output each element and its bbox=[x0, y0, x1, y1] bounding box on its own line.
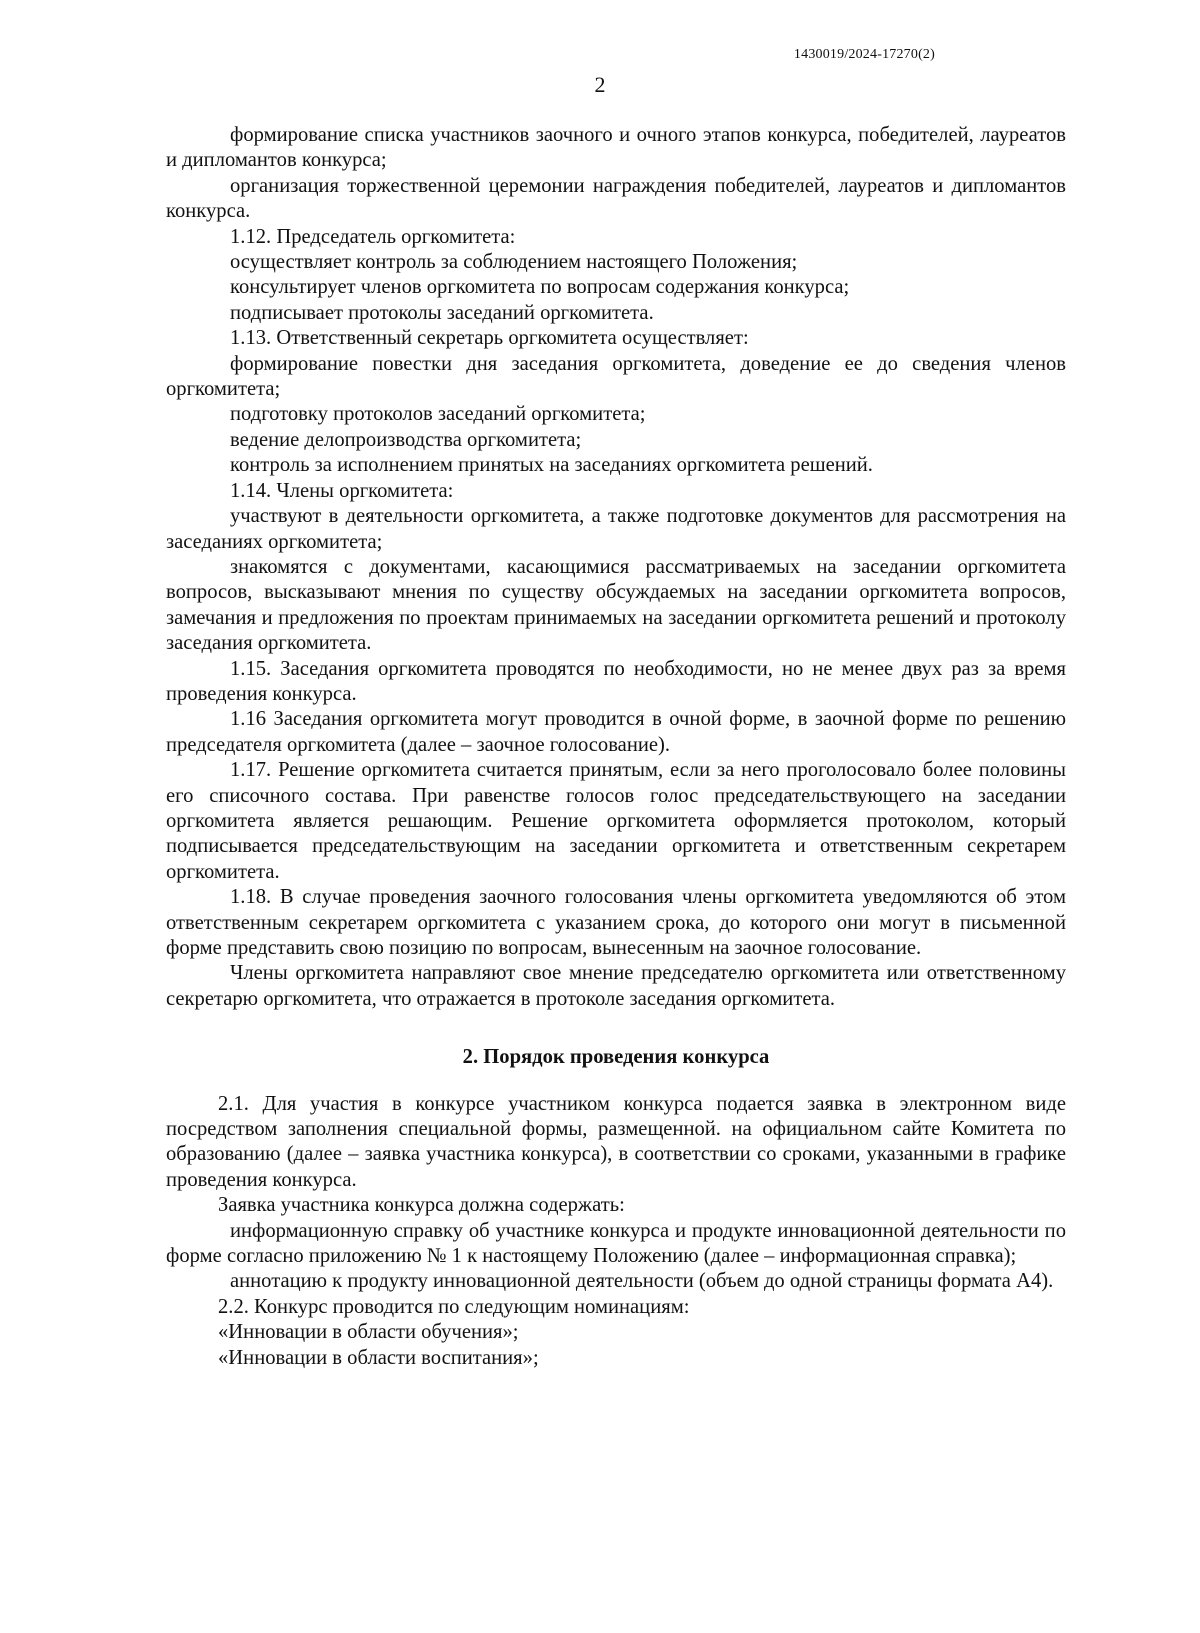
clause-1-18: 1.18. В случае проведения заочного голосования члены оргкомитета уведомляются об этом ответственным секретарем оргкомитета с указанием срока, до которого они могут в письменной форме представить свою позицию по вопросам, вынесенным на заочное голосование. bbox=[166, 886, 1066, 959]
doc-number: 1430019/2024-17270(2) bbox=[793, 47, 935, 62]
paragraph: аннотацию к продукту инновационной деятельности (объем до одной страницы формата А4). bbox=[230, 1270, 1054, 1293]
paragraph: ведение делопроизводства оргкомитета; bbox=[230, 428, 582, 451]
paragraph: организация торжественной церемонии награждения победителей, лауреатов и дипломантов конкурса. bbox=[166, 174, 1066, 223]
paragraph: консультирует членов оргкомитета по вопросам содержания конкурса; bbox=[230, 276, 850, 299]
paragraph: формирование повестки дня заседания оргкомитета, доведение ее до сведения членов оргкомитета; bbox=[166, 352, 1066, 401]
paragraph: участвуют в деятельности оргкомитета, а также подготовке документов для рассмотрения на заседаниях оргкомитета; bbox=[166, 505, 1066, 553]
clause-1-12: 1.12. Председатель оргкомитета: bbox=[230, 225, 516, 248]
paragraph: знакомятся с документами, касающимися рассматриваемых на заседании оргкомитета вопросов, высказывают мнения по существу обсуждаемых на заседании оргкомитета вопросов, замечания и предложения по проектам принимаемых на заседании оргкомитета решений и протоколу заседания оргкомитета. bbox=[166, 555, 1066, 655]
paragraph: подготовку протоколов заседаний оргкомитета; bbox=[230, 403, 646, 426]
section-heading: 2. Порядок проведения конкурса bbox=[462, 1046, 770, 1069]
paragraph: осуществляет контроль за соблюдением настоящего Положения; bbox=[230, 251, 798, 274]
paragraph: формирование списка участников заочного и очного этапов конкурса, победителей, лауреатов и дипломантов конкурса; bbox=[166, 124, 1066, 172]
paragraph: Члены оргкомитета направляют свое мнение председателю оргкомитета или ответственному секретарю оргкомитета, что отражается в протоколе заседания оргкомитета. bbox=[166, 962, 1066, 1010]
clause-2-2: 2.2. Конкурс проводится по следующим номинациям: bbox=[218, 1295, 690, 1318]
clause-1-17: 1.17. Решение оргкомитета считается принятым, если за него проголосовало более половины его списочного состава. При равенстве голосов голос председательствующего на заседании оргкомитета является решающим. Решение оргкомитета оформляется протоколом, который подписывается председательствующим на заседании оргкомитета и ответственным секретарем оргкомитета. bbox=[166, 759, 1066, 883]
clause-1-16: 1.16 Заседания оргкомитета могут проводится в очной форме, в заочной форме по решению председателя оргкомитета (далее – заочное голосование). bbox=[166, 708, 1066, 756]
paragraph: подписывает протоколы заседаний оргкомитета. bbox=[230, 301, 654, 324]
paragraph: информационную справку об участнике конкурса и продукте инновационной деятельности по форме согласно приложению № 1 к настоящему Положению (далее – информационная справка); bbox=[166, 1219, 1066, 1268]
clause-1-13: 1.13. Ответственный секретарь оргкомитета осуществляет: bbox=[230, 327, 749, 350]
clause-1-15: 1.15. Заседания оргкомитета проводятся по необходимости, но не менее двух раз за время проведения конкурса. bbox=[166, 657, 1066, 705]
document-body bbox=[166, 123, 1066, 1371]
nomination-item: «Инновации в области воспитания»; bbox=[218, 1346, 539, 1369]
clause-1-14: 1.14. Члены оргкомитета: bbox=[230, 479, 454, 502]
nomination-item: «Инновации в области обучения»; bbox=[218, 1321, 519, 1344]
paragraph: контроль за исполнением принятых на заседаниях оргкомитета решений. bbox=[230, 454, 873, 477]
page-number: 2 bbox=[594, 72, 606, 97]
clause-2-1: 2.1. Для участия в конкурсе участником конкурса подается заявка в электронном виде посредством заполнения специальной формы, размещенной. на официальном сайте Комитета по образованию (далее – заявка участника конкурса), в соответствии со сроками, указанными в графике проведения конкурса. bbox=[166, 1092, 1066, 1191]
paragraph: Заявка участника конкурса должна содержать: bbox=[218, 1194, 625, 1217]
